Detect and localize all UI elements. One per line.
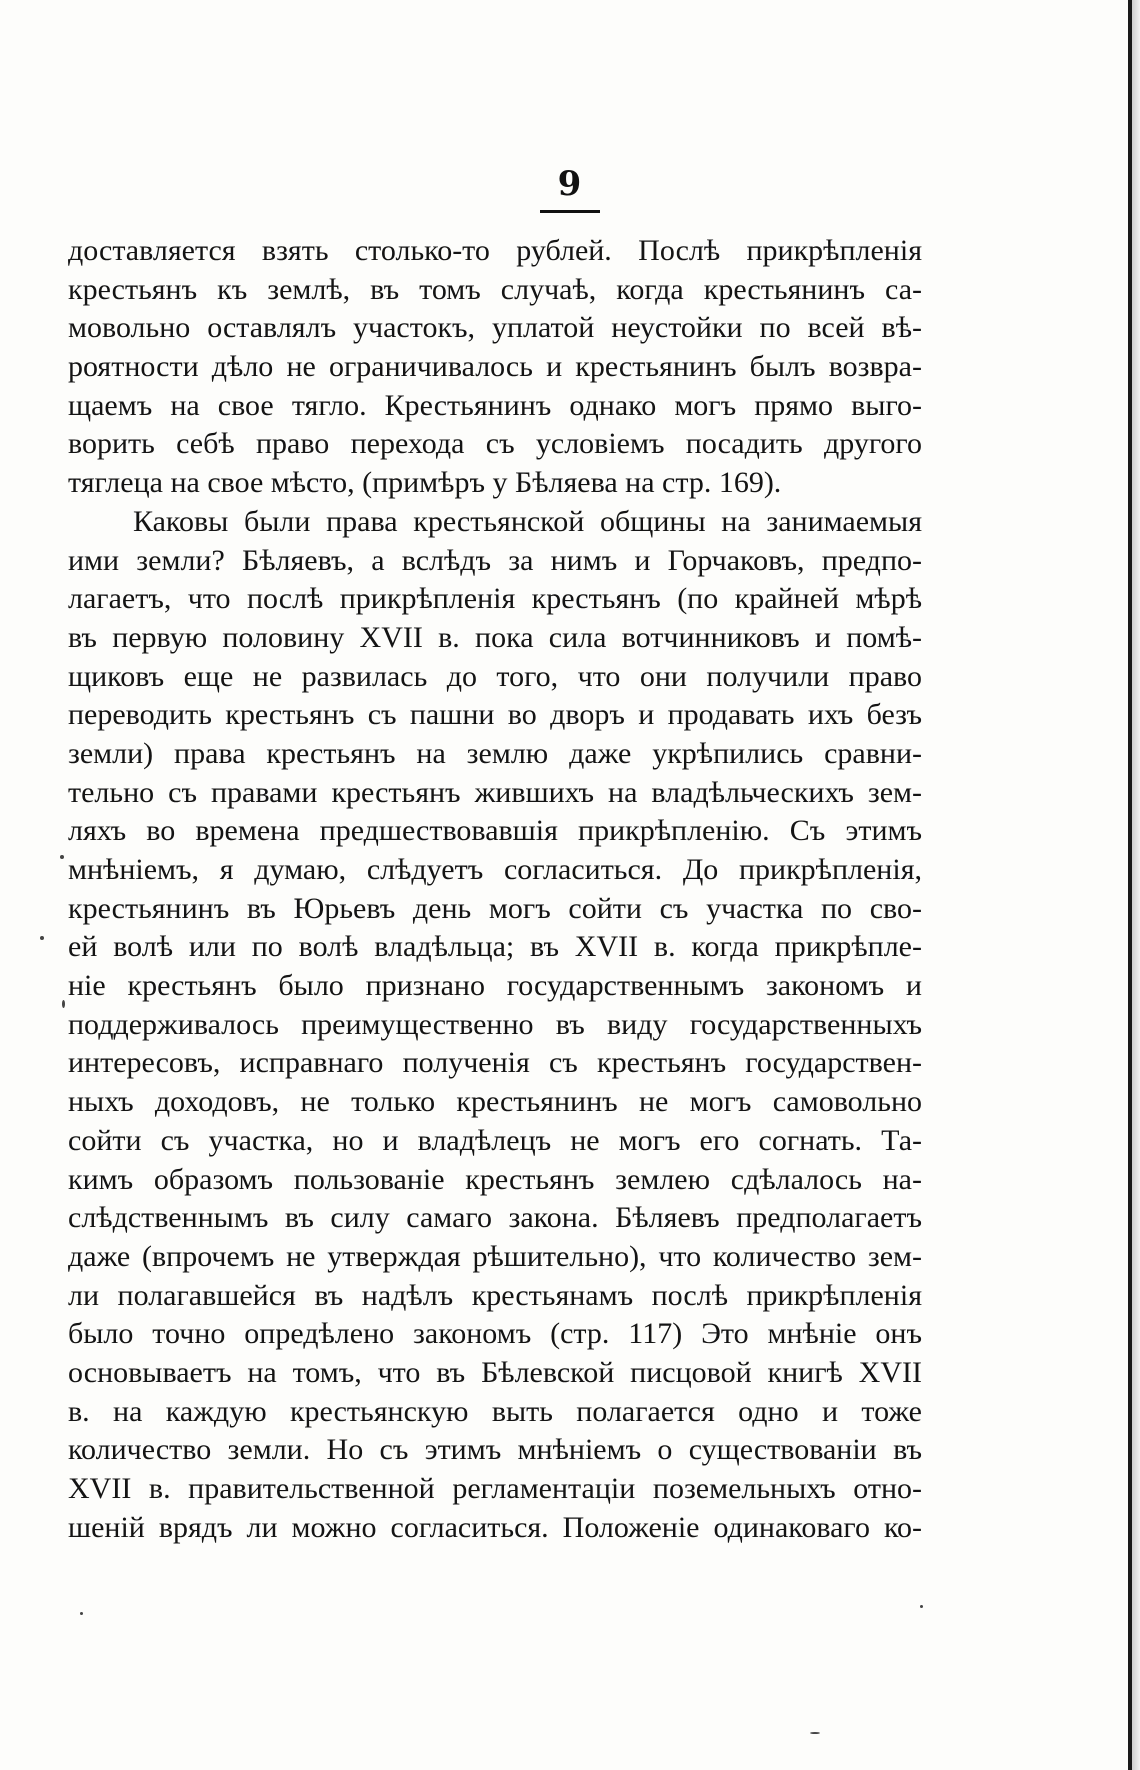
- text-line: Каковы были права крестьянской общины на занимаемыя: [133, 504, 922, 538]
- text-line: ныхъ доходовъ, не только крестьянинъ не могъ самовольно: [68, 1085, 922, 1119]
- text-line: доставляется взять столько-то рублей. Послѣ прикрѣпленія: [68, 234, 922, 267]
- text-line: тяглеца на свое мѣсто, (примѣръ у Бѣляева на стр. 169).: [68, 466, 782, 500]
- text-line: въ первую половину XVII в. пока сила вотчинниковъ и помѣ-: [68, 620, 922, 654]
- text-line: крестьянъ къ землѣ, въ томъ случаѣ, когда крестьянинъ са-: [68, 272, 922, 306]
- text-line: переводить крестьянъ съ пашни во дворъ и продавать ихъ безъ: [68, 698, 922, 732]
- scan-speck: [60, 855, 64, 859]
- scan-speck: [40, 936, 44, 940]
- paragraph-1: [68, 232, 922, 503]
- scan-speck: [62, 1000, 65, 1008]
- text-line: было точно опредѣлено закономъ (стр. 117) Это мнѣніе онъ: [68, 1317, 922, 1351]
- text-line: в. на каждую крестьянскую выть полагается одно и тоже: [68, 1394, 922, 1428]
- text-line: основываетъ на томъ, что въ Бѣлевской писцовой книгѣ XVII: [68, 1355, 922, 1389]
- text-line: сойти съ участка, но и владѣлецъ не могъ его согнать. Та-: [68, 1123, 922, 1157]
- text-line: количество земли. Но съ этимъ мнѣніемъ о существованіи въ: [68, 1433, 922, 1467]
- scan-speck: [810, 1732, 820, 1734]
- text-line: ей волѣ или по волѣ владѣльца; въ XVII в. когда прикрѣпле-: [68, 930, 922, 964]
- paragraph-2: [68, 503, 922, 1548]
- page-edge-shadow: [1132, 0, 1140, 1770]
- page-number-text: 9: [540, 162, 601, 213]
- text-line: ими земли? Бѣляевъ, а вслѣдъ за нимъ и Горчаковъ, предпо-: [68, 543, 922, 577]
- text-line: ляхъ во времена предшествовавшія прикрѣпленію. Съ этимъ: [68, 814, 922, 848]
- text-line: XVII в. правительственной регламентаціи поземельныхъ отно-: [68, 1472, 922, 1505]
- page-edge-line: [1128, 0, 1132, 1770]
- text-line: земли) права крестьянъ на землю даже укрѣпились сравни-: [68, 736, 922, 770]
- body-text: [68, 232, 922, 1547]
- text-line: мовольно оставлялъ участокъ, уплатой неустойки по всей вѣ-: [68, 311, 922, 345]
- text-line: щиковъ еще не развилась до того, что они получили право: [68, 659, 922, 693]
- text-line: щаемъ на свое тягло. Крестьянинъ однако могъ прямо выго-: [68, 388, 922, 422]
- text-line: лагаетъ, что послѣ прикрѣпленія крестьянъ (по крайней мѣрѣ: [68, 582, 922, 616]
- text-line: ворить себѣ право перехода съ условіемъ посадить другого: [68, 427, 922, 461]
- text-line: слѣдственнымъ въ силу самаго закона. Бѣляевъ предполагаетъ: [68, 1201, 922, 1235]
- text-line: шеній врядъ ли можно согласиться. Положеніе одинаковаго ко-: [68, 1510, 922, 1544]
- text-line: крестьянинъ въ Юрьевъ день могъ сойти съ участка по сво-: [68, 891, 922, 925]
- text-line: ніе крестьянъ было признано государственнымъ закономъ и: [68, 969, 922, 1003]
- text-line: кимъ образомъ пользованіе крестьянъ землею сдѣлалось на-: [68, 1162, 922, 1196]
- page-number: [0, 162, 1140, 213]
- text-line: даже (впрочемъ не утверждая рѣшительно), что количество зем-: [68, 1239, 922, 1273]
- text-line: тельно съ правами крестьянъ жившихъ на владѣльческихъ зем-: [68, 775, 922, 809]
- scan-speck: [920, 1605, 923, 1608]
- text-line: ли полагавшейся въ надѣлъ крестьянамъ послѣ прикрѣпленія: [68, 1278, 922, 1312]
- scan-speck: [80, 1612, 83, 1615]
- text-line: интересовъ, исправнаго полученія съ крестьянъ государствен-: [68, 1046, 922, 1080]
- text-line: поддерживалось преимущественно въ виду государственныхъ: [68, 1007, 922, 1041]
- text-line: роятности дѣло не ограничивалось и крестьянинъ былъ возвра-: [68, 350, 922, 384]
- text-line: мнѣніемъ, я думаю, слѣдуетъ согласиться. До прикрѣпленія,: [68, 853, 922, 886]
